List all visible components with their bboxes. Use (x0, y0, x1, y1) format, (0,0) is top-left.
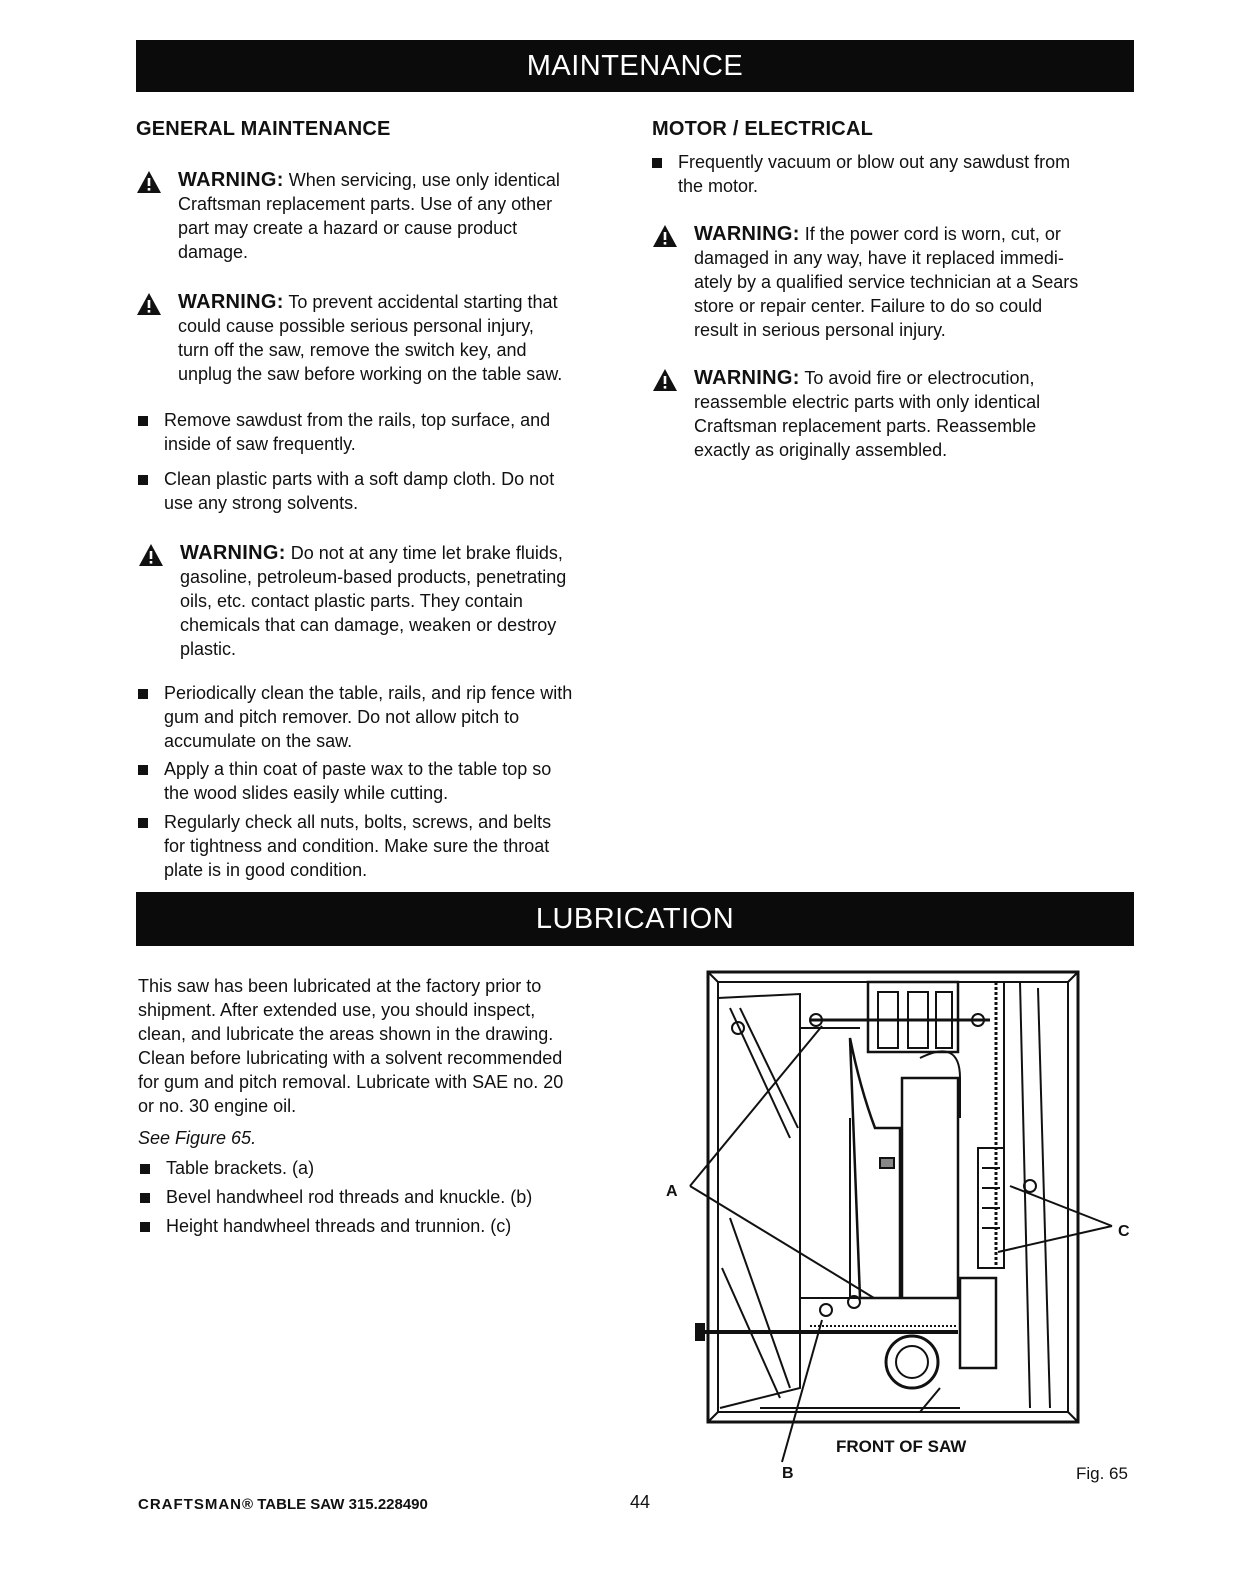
paragraph-line: clean, and lubricate the areas shown in the drawing. (138, 1024, 554, 1044)
list-item-line: Periodically clean the table, rails, and rip fence with (164, 683, 573, 703)
warning-label: WARNING: (694, 223, 800, 245)
bullet-square-icon (140, 1222, 150, 1232)
warning-text-line: To prevent accidental starting that (283, 292, 558, 312)
bullet-square-icon (140, 1193, 150, 1203)
bullet-square-icon (138, 818, 148, 828)
list-item-line: Clean plastic parts with a soft damp cloth. Do not (164, 469, 555, 489)
craftsman-logo: CRAFTSMAN (138, 1496, 242, 1513)
warning-text-line: damaged in any way, have it replaced immedi- (694, 248, 1064, 268)
list-item-line: Frequently vacuum or blow out any sawdust from (678, 152, 1071, 172)
warning-text-line: When servicing, use only identical (283, 170, 560, 190)
warning-text-line: damage. (178, 242, 249, 262)
list-item-line: plate is in good condition. (164, 860, 368, 880)
warning-text-line: Craftsman replacement parts. Use of any other (178, 194, 553, 214)
paragraph-line: This saw has been lubricated at the factory prior to (138, 976, 542, 996)
list-item-line: Regularly check all nuts, bolts, screws, and belts (164, 812, 552, 832)
trademark-icon: ® (242, 1496, 254, 1513)
warning-text-line: gasoline, petroleum-based products, penetrating (180, 567, 567, 587)
bullet-square-icon (140, 1164, 150, 1174)
list-item-line: gum and pitch remover. Do not allow pitch to (164, 707, 520, 727)
bullet-square-icon (138, 689, 148, 699)
list-item-line: Table brackets. (a) (166, 1158, 315, 1178)
callout-c: C (1118, 1223, 1130, 1240)
warning-label: WARNING: (694, 367, 800, 389)
figure-caption: FRONT OF SAW (836, 1437, 967, 1456)
callout-a: A (666, 1183, 678, 1200)
paragraph-line: for gum and pitch removal. Lubricate with SAE no. 20 (138, 1072, 564, 1092)
paragraph-line: or no. 30 engine oil. (138, 1096, 297, 1116)
lubrication-header (136, 892, 1134, 946)
table-saw-underside-drawing (660, 968, 1140, 1488)
warning-text-line: store or repair center. Failure to do so could (694, 296, 1043, 316)
warning-text-line: could cause possible serious personal injury, (178, 316, 534, 336)
bullet-square-icon (652, 158, 662, 168)
warning-triangle-icon (652, 224, 678, 248)
warning-text-line: plastic. (180, 639, 237, 659)
list-item-line: Bevel handwheel rod threads and knuckle. (b) (166, 1187, 533, 1207)
warning-text-line: result in serious personal injury. (694, 320, 946, 340)
list-item-line: use any strong solvents. (164, 493, 359, 513)
general-maintenance-heading: GENERAL MAINTENANCE (136, 118, 391, 140)
bullet-square-icon (138, 475, 148, 485)
maintenance-header (136, 40, 1134, 92)
warning-triangle-icon (136, 292, 162, 316)
warning-label: WARNING: (178, 169, 284, 191)
see-figure-note: See Figure 65. (138, 1128, 257, 1148)
list-item-line: accumulate on the saw. (164, 731, 353, 751)
callout-b: B (782, 1465, 794, 1482)
paragraph-line: shipment. After extended use, you should inspect, (138, 1000, 536, 1020)
warning-text-line: chemicals that can damage, weaken or destroy (180, 615, 557, 635)
bullet-square-icon (138, 416, 148, 426)
warning-text-line: Do not at any time let brake fluids, (285, 543, 563, 563)
motor-electrical-heading: MOTOR / ELECTRICAL (652, 118, 874, 140)
footer-brand-line (138, 1496, 428, 1513)
warning-triangle-icon (138, 543, 164, 567)
warning-text-line: Craftsman replacement parts. Reassemble (694, 416, 1037, 436)
lubrication-intro (138, 974, 638, 1118)
warning-text-line: oils, etc. contact plastic parts. They contain (180, 591, 523, 611)
bullet-square-icon (138, 765, 148, 775)
lubrication-title: LUBRICATION (535, 903, 735, 935)
list-item-line: the motor. (678, 176, 759, 196)
warning-triangle-icon (652, 368, 678, 392)
warning-text-line: unplug the saw before working on the table saw. (178, 364, 563, 384)
warning-text-line: If the power cord is worn, cut, or (799, 224, 1061, 244)
warning-text-line: part may create a hazard or cause product (178, 218, 518, 238)
list-item-line: Apply a thin coat of paste wax to the table top so (164, 759, 552, 779)
list-item-line: inside of saw frequently. (164, 434, 356, 454)
maintenance-title: MAINTENANCE (526, 50, 744, 82)
list-item-line: the wood slides easily while cutting. (164, 783, 449, 803)
warning-text-line: exactly as originally assembled. (694, 440, 948, 460)
figure-number: Fig. 65 (1076, 1464, 1128, 1483)
warning-label: WARNING: (180, 542, 286, 564)
warning-text-line: turn off the saw, remove the switch key, and (178, 340, 527, 360)
list-item-line: Remove sawdust from the rails, top surface, and (164, 410, 551, 430)
page-number: 44 (630, 1492, 651, 1512)
footer-model: TABLE SAW 315.228490 (257, 1496, 428, 1513)
warning-text-line: reassemble electric parts with only identical (694, 392, 1041, 412)
warning-text-line: To avoid fire or electrocution, (799, 368, 1035, 388)
paragraph-line: Clean before lubricating with a solvent recommended (138, 1048, 563, 1068)
warning-triangle-icon (136, 170, 162, 194)
warning-text-line: ately by a qualified service technician at a Sears (694, 272, 1079, 292)
list-item-line: for tightness and condition. Make sure the throat (164, 836, 550, 856)
warning-label: WARNING: (178, 291, 284, 313)
list-item-line: Height handwheel threads and trunnion. (c) (166, 1216, 512, 1236)
